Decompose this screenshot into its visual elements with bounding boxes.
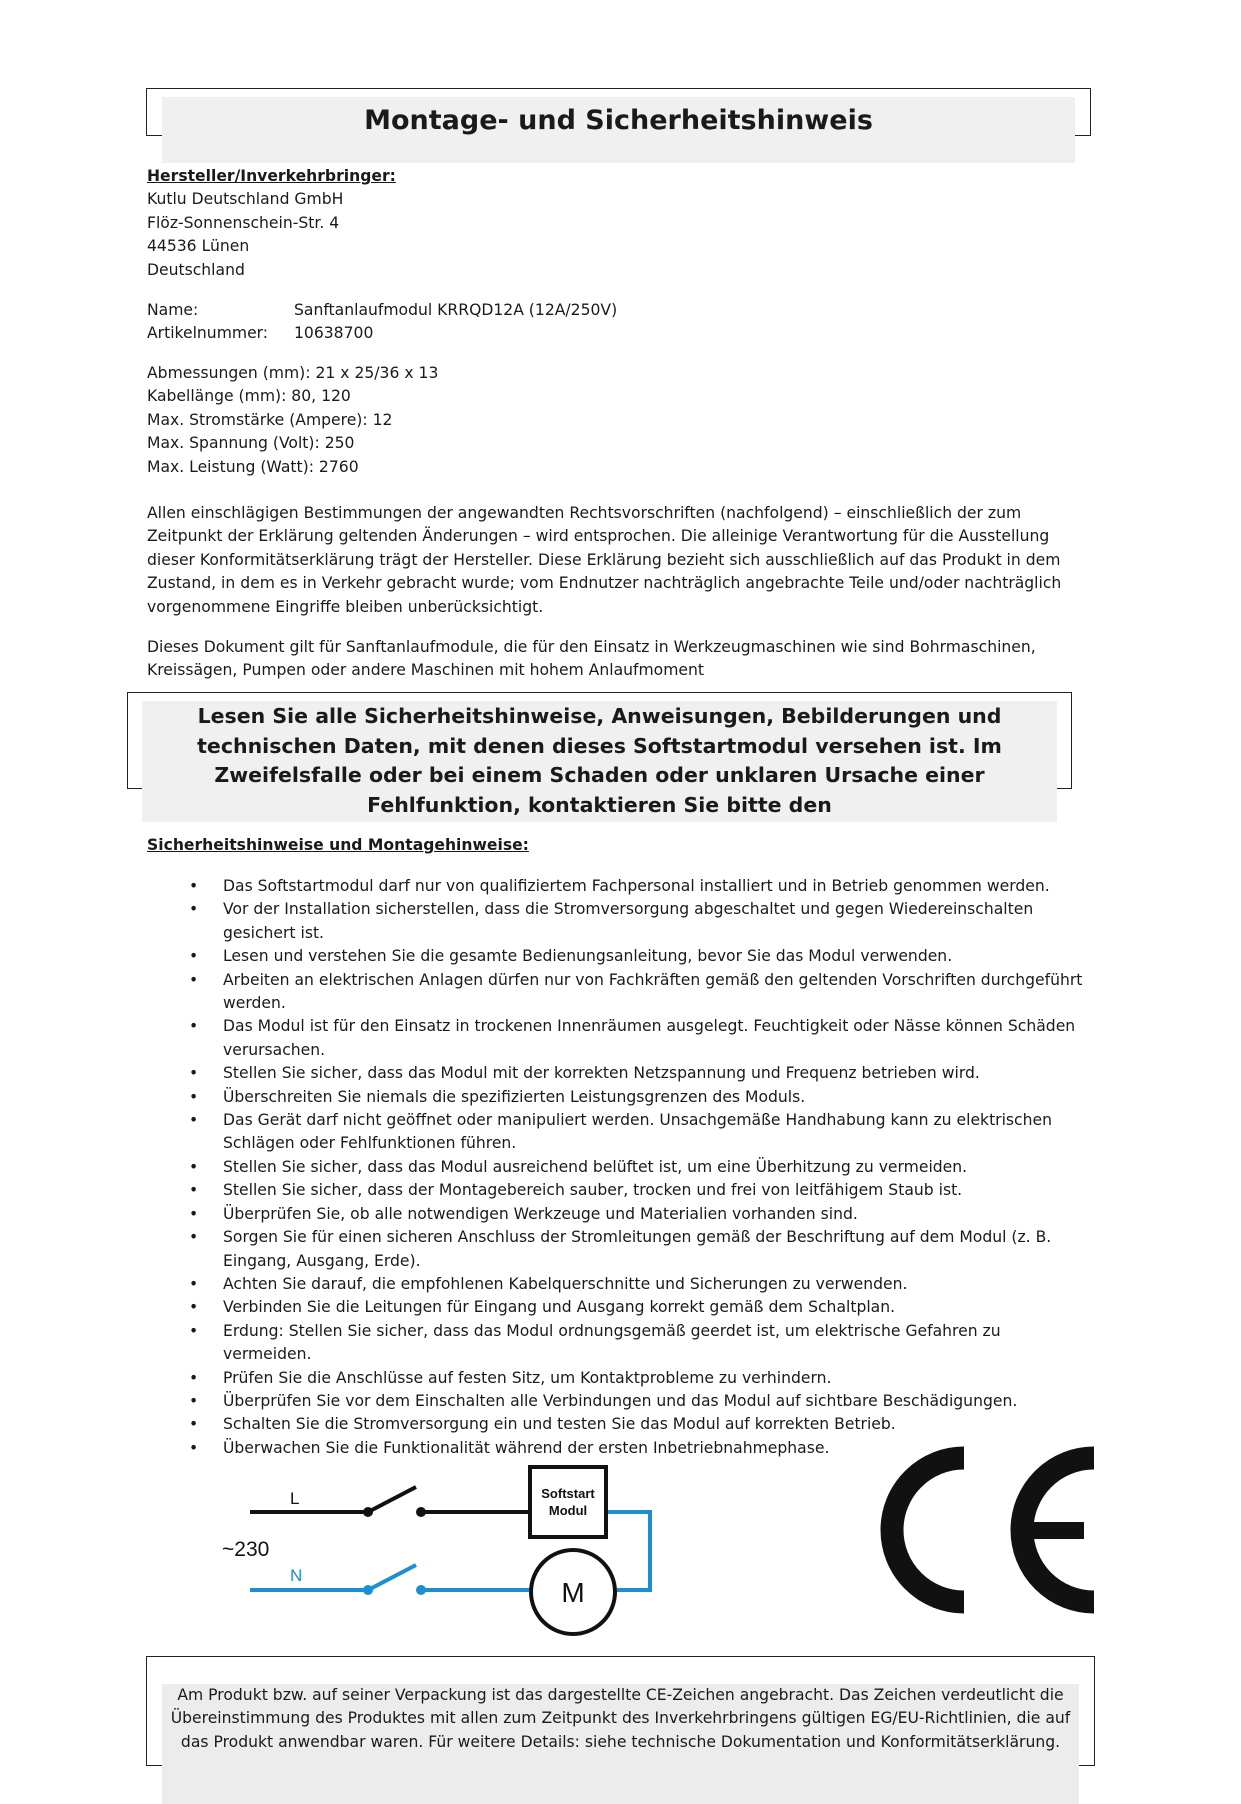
list-item: • Stellen Sie sicher, dass der Montagebereich sauber, trocken und frei von leitfähigem Staub ist. [147, 1179, 1092, 1202]
spec-line: Max. Stromstärke (Ampere): 12 [147, 410, 393, 429]
spec-line: Max. Leistung (Watt): 2760 [147, 457, 359, 476]
manufacturer-heading: Hersteller/Inverkehrbringer: [147, 167, 396, 185]
list-item: • Arbeiten an elektrischen Anlagen dürfen nur von Fachkräften gemäß den geltenden Vorschriften durchgeführt werden. [147, 969, 1092, 1016]
product-name-row [147, 299, 617, 322]
module-label-line2: Modul [548, 1503, 588, 1518]
title-box [146, 88, 1091, 136]
manufacturer-line: Deutschland [147, 260, 245, 279]
article-number-label: Artikelnummer: [147, 324, 269, 343]
list-item: • Erdung: Stellen Sie sicher, dass das Modul ordnungsgemäß geerdet ist, um elektrische Gefahren zu vermeiden. [147, 1320, 1092, 1367]
list-item: • Stellen Sie sicher, dass das Modul mit der korrekten Netzspannung und Frequenz betrieben wird. [147, 1062, 1092, 1085]
scope-paragraph: Dieses Dokument gilt für Sanftanlaufmodule, die für den Einsatz in Werkzeugmaschinen wie sind Bohrmaschinen, Kreissägen, Pumpen oder andere Maschinen mit hohem Anlaufmoment [147, 638, 1036, 680]
list-item: • Überwachen Sie die Funktionalität während der ersten Inbetriebnahmephase. [147, 1437, 1092, 1460]
motor-label: M [561, 1577, 585, 1608]
document-title: Montage- und Sicherheitshinweis [162, 97, 1075, 163]
list-item: • Lesen und verstehen Sie die gesamte Bedienungsanleitung, bevor Sie das Modul verwenden. [147, 945, 1092, 968]
spec-line: Max. Spannung (Volt): 250 [147, 434, 355, 453]
conformity-paragraph: Allen einschlägigen Bestimmungen der angewandten Rechtsvorschriften (nachfolgend) – einschließlich der zum Zeitpunkt der Erklärung geltenden Änderungen – wird entsprochen. Die alleinige Verantwortung für die Ausstellung dieser Konformitätserklärung trägt der Hersteller. Diese Erklärung bezieht sich ausschließlich auf das Produkt in dem Zustand, in dem es in Verkehr gebracht wurde; vom Endnutzer nachträglich angebrachte Teile und/oder nachträglich vorgenommene Eingriffe bleiben unberücksichtigt. [147, 504, 1062, 616]
product-name-label: Name: [147, 301, 199, 319]
wiring-diagram [220, 1450, 660, 1640]
list-item: • Schalten Sie die Stromversorgung ein und testen Sie das Modul auf korrekten Betrieb. [147, 1413, 1092, 1436]
manufacturer-line: Kutlu Deutschland GmbH [147, 190, 344, 209]
list-item: • Achten Sie darauf, die empfohlenen Kabelquerschnitte und Sicherungen zu verwenden. [147, 1273, 1092, 1296]
list-item: • Überprüfen Sie vor dem Einschalten alle Verbindungen und das Modul auf sichtbare Beschädigungen. [147, 1390, 1092, 1413]
list-item: • Prüfen Sie die Anschlüsse auf festen Sitz, um Kontaktprobleme zu verhindern. [147, 1367, 1092, 1390]
softstart-module-box [530, 1467, 606, 1537]
live-label: L [290, 1489, 300, 1508]
article-number-row [147, 322, 617, 345]
list-item: • Überschreiten Sie niemals die spezifizierten Leistungsgrenzen des Moduls. [147, 1086, 1092, 1109]
module-label-line1: Softstart [541, 1486, 595, 1501]
safety-list [147, 875, 1092, 1460]
list-item: • Überprüfen Sie, ob alle notwendigen Werkzeuge und Materialien vorhanden sind. [147, 1203, 1092, 1226]
list-item: • Das Softstartmodul darf nur von qualifiziertem Fachpersonal installiert und in Betrieb genommen werden. [147, 875, 1092, 898]
product-name-value: Sanftanlaufmodul KRRQD12A (12A/250V) [294, 301, 618, 319]
list-item: • Das Gerät darf nicht geöffnet oder manipuliert werden. Unsachgemäße Handhabung kann zu elektrischen Schlägen oder Fehlfunktionen führen. [147, 1109, 1092, 1156]
manufacturer-block [147, 165, 396, 282]
manufacturer-line: 44536 Lünen [147, 237, 250, 256]
ce-note-box [146, 1656, 1095, 1766]
list-item: • Verbinden Sie die Leitungen für Eingang und Ausgang korrekt gemäß dem Schaltplan. [147, 1296, 1092, 1319]
list-item: • Das Modul ist für den Einsatz in trockenen Innenräumen ausgelegt. Feuchtigkeit oder Nässe können Schäden verursachen. [147, 1015, 1092, 1062]
manufacturer-line: Flöz-Sonnenschein-Str. 4 [147, 213, 340, 232]
list-item: • Vor der Installation sicherstellen, dass die Stromversorgung abgeschaltet und gegen Wiedereinschalten gesichert ist. [147, 898, 1092, 945]
voltage-label: ~230 [222, 1538, 270, 1561]
ce-note-text: Am Produkt bzw. auf seiner Verpackung ist das dargestellte CE-Zeichen angebracht. Das Zeichen verdeutlicht die Übereinstimmung des Produktes mit allen zum Zeitpunkt des Inverkehrbringens gültigen EG/EU-Richtlinien, die auf das Produkt anwendbar waren. Für weitere Details: siehe technische Dokumentation und Konformitätserklärung. [162, 1684, 1079, 1804]
spec-line: Kabellänge (mm): 80, 120 [147, 387, 351, 406]
warning-text: Lesen Sie alle Sicherheitshinweise, Anweisungen, Bebilderungen und technischen Daten, mit denen dieses Softstartmodul versehen ist. Im Zweifelsfalle oder bei einem Schaden oder unklaren Ursache einer Fehlfunktion, kontaktieren Sie bitte den [142, 701, 1057, 822]
warning-box [127, 692, 1072, 817]
safety-heading: Sicherheitshinweise und Montagehinweise: [147, 836, 529, 854]
list-item: • Sorgen Sie für einen sicheren Anschluss der Stromleitungen gemäß der Beschriftung auf dem Modul (z. B. Eingang, Ausgang, Erde). [147, 1226, 1092, 1273]
ce-mark-logo [878, 1450, 1094, 1610]
specs-block [147, 362, 438, 479]
product-block [147, 299, 617, 346]
list-item: • Stellen Sie sicher, dass das Modul ausreichend belüftet ist, um eine Überhitzung zu vermeiden. [147, 1156, 1092, 1179]
article-number-value: 10638700 [294, 324, 374, 343]
spec-line: Abmessungen (mm): 21 x 25/36 x 13 [147, 364, 439, 382]
neutral-label: N [290, 1566, 303, 1585]
